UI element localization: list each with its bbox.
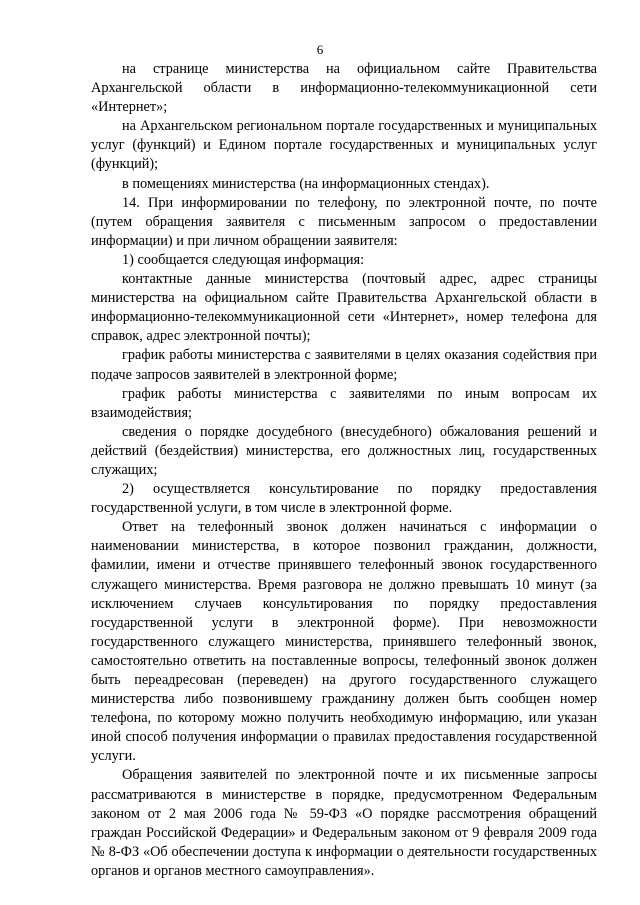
paragraph-appeal-procedure: сведения о порядке досудебного (внесудебного) обжалования решений и действий (бездействия) министерства, его должностных лиц, государственных служащих; [91, 423, 597, 478]
page-number: 6 [316, 42, 324, 57]
paragraph-schedule-other: график работы министерства с заявителями по иным вопросам их взаимодействия; [91, 385, 597, 421]
paragraph-regional-portal: на Архангельском региональном портале государственных и муниципальных услуг (функций) и Едином портале государственных и муниципальных услуг (функций); [91, 118, 597, 173]
paragraph-info-stands: в помещениях министерства (на информационных стендах). [122, 175, 490, 192]
paragraph-schedule-electronic: график работы министерства с заявителями в целях оказания содействия при подаче запросов заявителей в электронной форме; [91, 347, 597, 383]
paragraph-subitem-1: 1) сообщается следующая информация: [122, 251, 365, 268]
paragraph-item-14: 14. При информировании по телефону, по электронной почте, по почте (путем обращения заявителя с письменным запросом о предоставлении информации) и при личном обращении заявителя: [91, 194, 597, 249]
paragraph-contact-data: контактные данные министерства (почтовый адрес, адрес страницы министерства на официальном сайте Правительства Архангельской области в информационно-телекоммуникационной сети «Интернет», номер телефона для справок, адрес электронной почты); [91, 271, 597, 345]
paragraph-email-requests: Обращения заявителей по электронной почте и их письменные запросы рассматриваются в министерстве в порядке, предусмотренном Федеральным законом от 2 мая 2006 года № 59-ФЗ «О порядке рассмотрения обращений граждан Российской Федерации» и Федеральным законом от 9 февраля 2009 года № 8-ФЗ «Об обеспечении доступа к информации о деятельности государственных органов и органов местного самоуправления». [91, 767, 597, 879]
paragraph-subitem-2: 2) осуществляется консультирование по порядку предоставления государственной услуги, в том числе в электронной форме. [91, 481, 597, 517]
document-body [91, 60, 597, 881]
paragraph-phone-call-rules: Ответ на телефонный звонок должен начинаться с информации о наименовании министерства, в которое позвонил гражданин, должности, фамилии, имени и отчестве принявшего телефонный звонок государственного служащего министерства. Время разговора не должно превышать 10 минут (за исключением случаев консультирования по порядку предоставления государственной услуги в электронной форме). При невозможности государственного служащего министерства, принявшего телефонный звонок, самостоятельно ответить на поставленные вопросы, телефонный звонок должен быть переадресован (переведен) на другого государственного служащего министерства либо позвонившему гражданину должен быть сообщен номер телефона, по которому можно получить необходимую информацию, или указан иной способ получения информации о правилах предоставления государственной услуги. [91, 519, 597, 765]
paragraph-official-site: на странице министерства на официальном сайте Правительства Архангельской области в информационно-телекоммуникационной сети «Интернет»; [91, 61, 597, 116]
